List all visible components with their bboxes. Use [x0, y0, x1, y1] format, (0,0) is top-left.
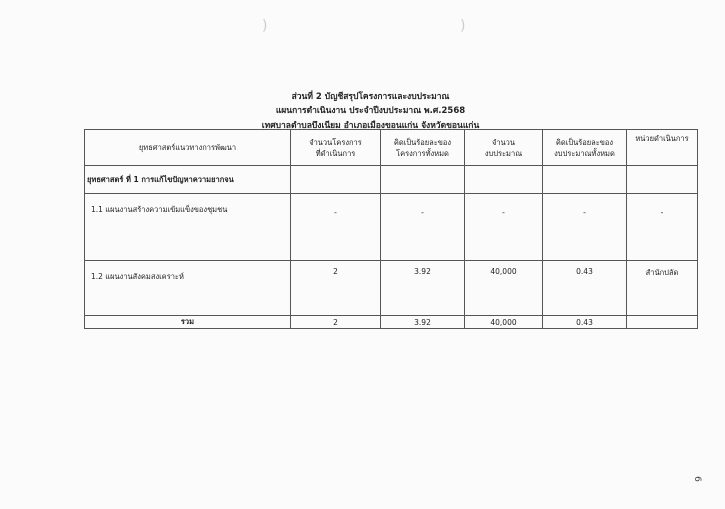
row-pct-projects: - [381, 194, 465, 261]
row-unit: - [627, 194, 698, 261]
row-budget: 40,000 [465, 261, 543, 316]
total-pct-projects: 3.92 [381, 316, 465, 329]
row-unit: สำนักปลัด [627, 261, 698, 316]
row-pct-projects: 3.92 [381, 261, 465, 316]
strategy-row [85, 166, 698, 194]
total-row [85, 316, 698, 329]
row-name: 1.2 แผนงานสังคมสงเคราะห์ [85, 261, 291, 316]
row-budget: - [465, 194, 543, 261]
row-projects: - [291, 194, 381, 261]
row-name: 1.1 แผนงานสร้างความเข้มแข็งของชุมชน [85, 194, 291, 261]
col-header-unit: หน่วยดำเนินการ [627, 130, 698, 166]
scan-mark-right: ) [460, 18, 466, 34]
row-projects: 2 [291, 261, 381, 316]
total-unit [627, 316, 698, 329]
total-label: รวม [85, 316, 291, 329]
row-pct-budget: - [543, 194, 627, 261]
table-header-row [85, 130, 698, 166]
col-header-budget: จำนวน งบประมาณ [465, 130, 543, 166]
doc-subtitle: แผนการดำเนินงาน ประจำปีงบประมาณ พ.ศ.2568 [275, 106, 466, 116]
doc-organization: เทศบาลตำบลบึงเนียม อำเภอเมืองขอนแก่น จังหวัดขอนแก่น [261, 121, 480, 131]
summary-table [84, 129, 698, 329]
col-header-pct-budget: คิดเป็นร้อยละของ งบประมาณทั้งหมด [543, 130, 627, 166]
strategy-label: ยุทธศาสตร์ ที่ 1 การแก้ไขปัญหาความยากจน [85, 166, 291, 194]
col-header-projects: จำนวนโครงการ ที่ดำเนินการ [291, 130, 381, 166]
total-pct-budget: 0.43 [543, 316, 627, 329]
col-header-pct-projects: คิดเป็นร้อยละของ โครงการทั้งหมด [381, 130, 465, 166]
col-header-strategy: ยุทธศาสตร์แนวทางการพัฒนา [85, 130, 291, 166]
row-pct-budget: 0.43 [543, 261, 627, 316]
table-row [85, 261, 698, 316]
total-projects: 2 [291, 316, 381, 329]
page-number: 6 [691, 476, 702, 482]
doc-title: ส่วนที่ 2 บัญชีสรุปโครงการและงบประมาณ [291, 92, 450, 102]
scan-mark-left: ) [262, 18, 268, 34]
total-budget: 40,000 [465, 316, 543, 329]
table-row [85, 194, 698, 261]
